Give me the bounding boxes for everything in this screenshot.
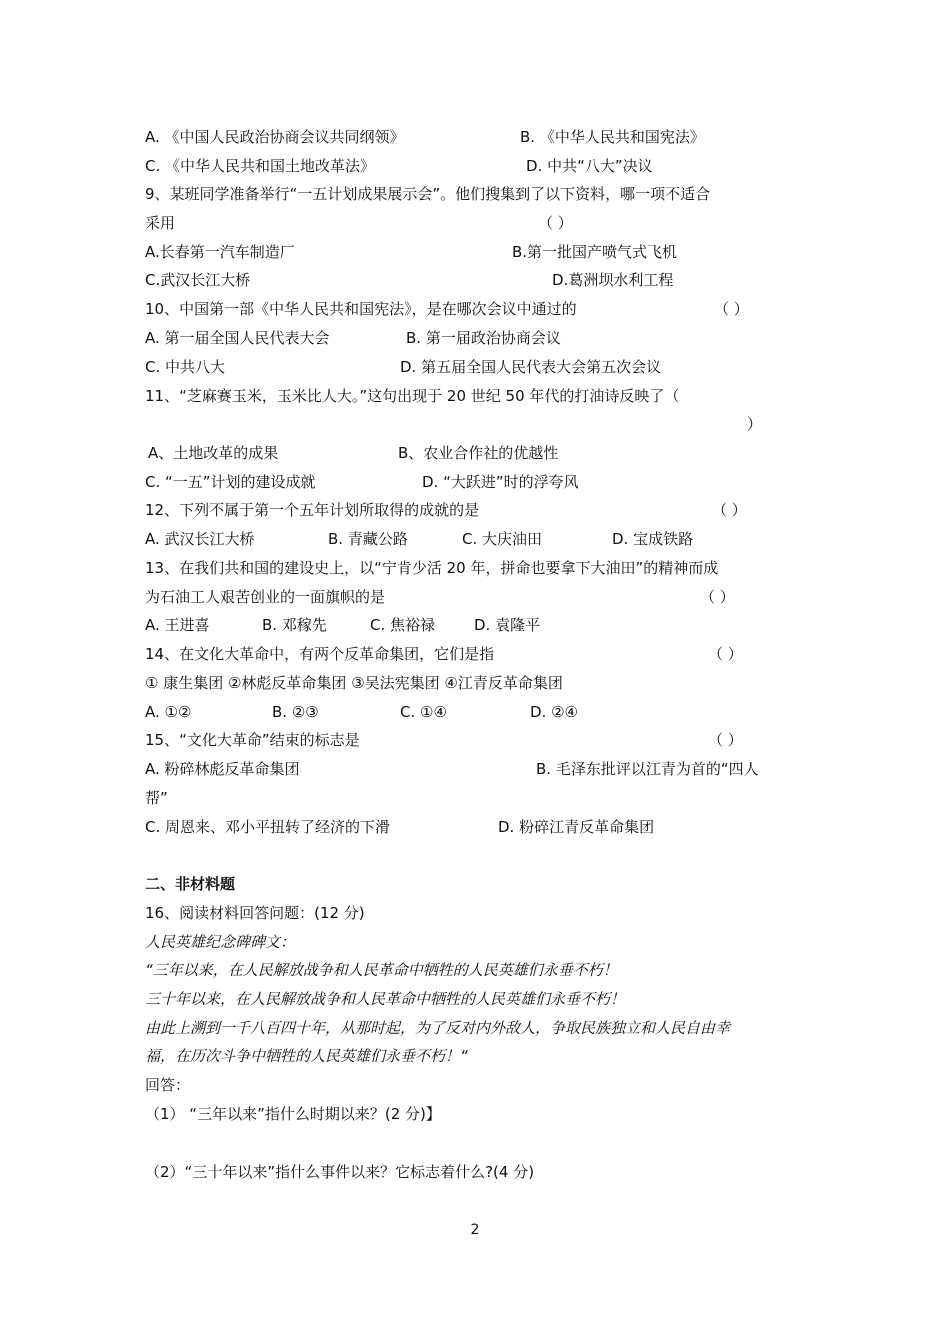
q14-items: ① 康生集团 ②林彪反革命集团 ③吴法宪集团 ④江青反革命集团 [145, 674, 563, 692]
material-line-3: 三十年以来，在人民解放战争和人民革命中牺牲的人民英雄们永垂不朽！ [145, 990, 626, 1008]
q15-option-b: B. 毛泽东批评以江青为首的“四人 [536, 760, 759, 778]
q12-option-c: C. 大庆油田 [462, 530, 543, 548]
material-line-2: “三年以来，在人民解放战争和人民革命中牺牲的人民英雄们永垂不朽！ [145, 961, 618, 979]
q9-option-a: A.长春第一汽车制造厂 [145, 243, 295, 261]
q15-option-c: C. 周恩来、邓小平扭转了经济的下滑 [145, 818, 391, 836]
q11-option-a: A、土地改革的成果 [148, 444, 279, 462]
material-line-5: 福，在历次斗争中牺牲的人民英雄们永垂不朽！“ [145, 1047, 468, 1065]
q10-option-c: C. 中共八大 [145, 358, 226, 376]
q13-stem-line1: 13、在我们共和国的建设史上，以“宁肯少活 20 年，拼命也要拿下大油田”的精神而成 [145, 559, 719, 577]
q11-option-c: C. “一五”计划的建设成就 [145, 473, 316, 491]
q10-option-b: B. 第一届政治协商会议 [406, 329, 561, 347]
q9-stem-line1: 9、某班同学准备举行“一五计划成果展示会”。他们搜集到了以下资料，哪一项不适合 [145, 185, 711, 203]
q12-stem: 12、下列不属于第一个五年计划所取得的成就的是 [145, 501, 480, 519]
q13-stem-line2: 为石油工人艰苦创业的一面旗帜的是 [145, 588, 386, 606]
q8-option-a: A. 《中国人民政治协商会议共同纲领》 [145, 128, 405, 146]
q10-option-a: A. 第一届全国人民代表大会 [145, 329, 330, 347]
answer-label: 回答： [145, 1076, 191, 1094]
q12-option-b: B. 青藏公路 [328, 530, 408, 548]
q14-stem: 14、在文化大革命中，有两个反革命集团，它们是指 [145, 645, 495, 663]
q14-option-b: B. ②③ [272, 703, 319, 721]
q10-stem: 10、中国第一部《中华人民共和国宪法》，是在哪次会议中通过的 [145, 300, 577, 318]
q13-answer-paren: （ ） [700, 588, 735, 606]
q12-option-d: D. 宝成铁路 [612, 530, 694, 548]
q13-option-d: D. 袁隆平 [474, 616, 541, 634]
q11-option-d: D. “大跃进”时的浮夸风 [422, 473, 579, 491]
q14-option-c: C. ①④ [400, 703, 447, 721]
sub-question-1: （1） “三年以来”指什么时期以来？(2 分)】 [145, 1105, 441, 1123]
q9-answer-paren: （ ） [538, 214, 573, 232]
q8-option-d: D. 中共“八大”决议 [526, 157, 653, 175]
q9-option-c: C.武汉长江大桥 [145, 271, 251, 289]
material-line-4: 由此上溯到一千八百四十年，从那时起，为了反对内外敌人，争取民族独立和人民自由幸 [145, 1019, 731, 1037]
q14-option-d: D. ②④ [530, 703, 578, 721]
q11-option-b: B、农业合作社的优越性 [398, 444, 559, 462]
sub-question-2: （2）“三十年以来”指什么事件以来？它标志着什么?(4 分) [145, 1163, 535, 1181]
q15-answer-paren: （ ） [708, 731, 743, 749]
q12-answer-paren: （ ） [712, 501, 747, 519]
q15-option-a: A. 粉碎林彪反革命集团 [145, 760, 300, 778]
q16-stem: 16、阅读材料回答问题：(12 分) [145, 904, 365, 922]
section-heading: 二、非材料题 [145, 875, 236, 893]
q10-answer-paren: （ ） [714, 300, 749, 318]
q15-option-d: D. 粉碎江青反革命集团 [498, 818, 655, 836]
q8-option-c: C. 《中华人民共和国土地改革法》 [145, 157, 376, 175]
q11-answer-paren-close: ） [747, 415, 763, 433]
q11-stem: 11、“芝麻赛玉米，玉米比人大。”这句出现于 20 世纪 50 年代的打油诗反映了（ [145, 387, 680, 405]
q9-stem-line2: 采用 [145, 214, 176, 232]
q15-option-b-continued: 帮” [145, 789, 168, 807]
page-number: 2 [470, 1222, 480, 1238]
q14-answer-paren: （ ） [708, 645, 743, 663]
q13-option-c: C. 焦裕禄 [370, 616, 436, 634]
q12-option-a: A. 武汉长江大桥 [145, 530, 255, 548]
q9-option-b: B.第一批国产喷气式飞机 [512, 243, 678, 261]
q9-option-d: D.葛洲坝水利工程 [552, 271, 674, 289]
q13-option-b: B. 邓稼先 [262, 616, 327, 634]
q10-option-d: D. 第五届全国人民代表大会第五次会议 [400, 358, 662, 376]
material-line-1: 人民英雄纪念碑碑文： [145, 933, 296, 951]
q8-option-b: B. 《中华人民共和国宪法》 [520, 128, 705, 146]
q14-option-a: A. ①② [145, 703, 192, 721]
q15-stem: 15、“文化大革命”结束的标志是 [145, 731, 360, 749]
q13-option-a: A. 王进喜 [145, 616, 210, 634]
